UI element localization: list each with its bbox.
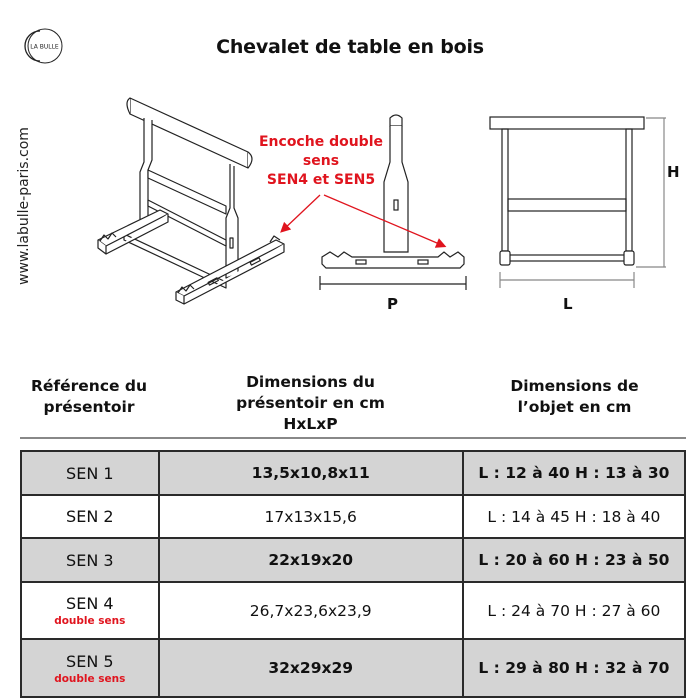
- height-label: H: [667, 163, 680, 181]
- ref-label: SEN 3: [66, 550, 114, 570]
- object-cell: L : 12 à 40 H : 13 à 30: [463, 451, 685, 495]
- ref-label: SEN 5: [66, 651, 114, 671]
- logo-text: LA BULLE: [30, 43, 59, 51]
- ref-cell: [21, 538, 159, 582]
- object-cell: L : 20 à 60 H : 23 à 50: [463, 538, 685, 582]
- ref-label: SEN 2: [66, 507, 114, 526]
- annotation-arrows-icon: [0, 0, 700, 300]
- size-cell: 22x19x20: [159, 538, 463, 582]
- annotation-line: Encoche double: [258, 134, 383, 150]
- ref-cell: [21, 451, 159, 495]
- header-line: présentoir en cm: [236, 394, 385, 412]
- specs-table: [20, 450, 686, 698]
- ref-cell: [21, 582, 159, 639]
- width-label: L: [563, 295, 573, 313]
- object-cell: L : 24 à 70 H : 27 à 60: [463, 582, 685, 639]
- table-row: [21, 538, 685, 582]
- header-stand-dimensions: [158, 372, 463, 435]
- page-title: Chevalet de table en bois: [216, 36, 484, 58]
- annotation-line: SEN4 et SEN5: [266, 172, 376, 188]
- header-divider: [20, 437, 686, 439]
- size-cell: 26,7x23,6x23,9: [159, 582, 463, 639]
- header-line: Dimensions de: [510, 377, 639, 395]
- header-reference: [20, 376, 158, 418]
- table-row: [21, 495, 685, 538]
- annotation-line: sens: [302, 153, 340, 169]
- size-cell: 13,5x10,8x11: [159, 451, 463, 495]
- double-sens-note: double sens: [54, 672, 126, 685]
- size-cell: 32x29x29: [159, 639, 463, 697]
- website-url: www.labulle-paris.com: [16, 127, 32, 285]
- header-line: HxLxP: [283, 415, 338, 433]
- header-line: Référence du: [30, 377, 148, 395]
- table-row: [21, 451, 685, 495]
- object-cell: L : 14 à 45 H : 18 à 40: [463, 495, 685, 538]
- table-row: [21, 639, 685, 697]
- ref-cell: [21, 639, 159, 697]
- ref-label: SEN 4: [66, 594, 114, 613]
- depth-label: P: [387, 295, 398, 313]
- ref-cell: [21, 495, 159, 538]
- double-sens-note: double sens: [54, 615, 126, 627]
- object-cell: L : 29 à 80 H : 32 à 70: [463, 639, 685, 697]
- size-cell: 17x13x15,6: [159, 495, 463, 538]
- header-line: présentoir: [43, 398, 135, 416]
- ref-label: SEN 1: [66, 463, 114, 483]
- header-line: l’objet en cm: [517, 398, 632, 416]
- header-object-dimensions: [463, 376, 686, 418]
- table-row: [21, 582, 685, 639]
- header-line: Dimensions du: [246, 373, 375, 391]
